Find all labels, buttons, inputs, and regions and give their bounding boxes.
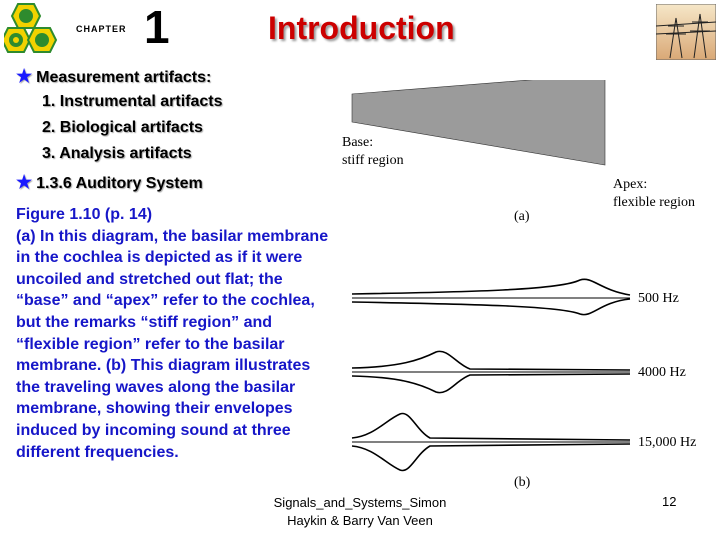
base-label-1: Base: bbox=[342, 135, 374, 150]
base-label-2: stiff region bbox=[342, 153, 404, 168]
list-item-analysis: 3. Analysis artifacts bbox=[42, 145, 192, 162]
footer-citation bbox=[255, 494, 465, 530]
basilar-membrane-figure bbox=[330, 80, 720, 490]
bullet-measurement-text: Measurement artifacts: bbox=[36, 69, 212, 86]
freq-label-500: 500 Hz bbox=[638, 291, 679, 306]
figure-label-a: (a) bbox=[514, 209, 530, 224]
wave-500hz bbox=[352, 279, 630, 314]
list-item-instrumental: 1. Instrumental artifacts bbox=[42, 93, 223, 110]
list-item-biological: 2. Biological artifacts bbox=[42, 119, 203, 136]
chapter-number: 1 bbox=[144, 1, 170, 53]
university-logo bbox=[4, 2, 70, 60]
freq-label-15000: 15,000 Hz bbox=[638, 435, 697, 450]
power-pylon-image bbox=[656, 4, 716, 60]
slide-title: Introduction bbox=[268, 10, 455, 46]
wave-4000hz bbox=[352, 351, 630, 392]
figure-label-b: (b) bbox=[514, 475, 531, 490]
bullet-section-text: 1.3.6 Auditory System bbox=[36, 175, 203, 192]
footer-line-2: Haykin & Barry Van Veen bbox=[287, 513, 433, 528]
wave-15000hz bbox=[352, 413, 630, 470]
freq-label-4000: 4000 Hz bbox=[638, 365, 686, 380]
bullet-section bbox=[16, 172, 203, 193]
footer-line-1: Signals_and_Systems_Simon bbox=[273, 495, 447, 510]
figure-caption: Figure 1.10 (p. 14) (a) In this diagram, the basilar membrane in the cochlea is depicted as if it were uncoiled and stretched out flat; the “base” and “apex” refer to the cochlea, but the remarks “stiff region” and “flexible region” refer to the basilar membrane. (b) This diagram illustrates the traveling waves along the basilar membrane, showing their envelopes induced by incoming sound at three different frequencies. bbox=[16, 206, 329, 461]
apex-label-1: Apex: bbox=[613, 177, 648, 192]
star-icon: ★ bbox=[16, 66, 33, 86]
bullet-measurement bbox=[16, 66, 211, 87]
page-number: 12 bbox=[662, 494, 677, 509]
star-icon: ★ bbox=[16, 172, 33, 192]
chapter-label: CHAPTER bbox=[76, 24, 127, 34]
apex-label-2: flexible region bbox=[613, 195, 696, 210]
